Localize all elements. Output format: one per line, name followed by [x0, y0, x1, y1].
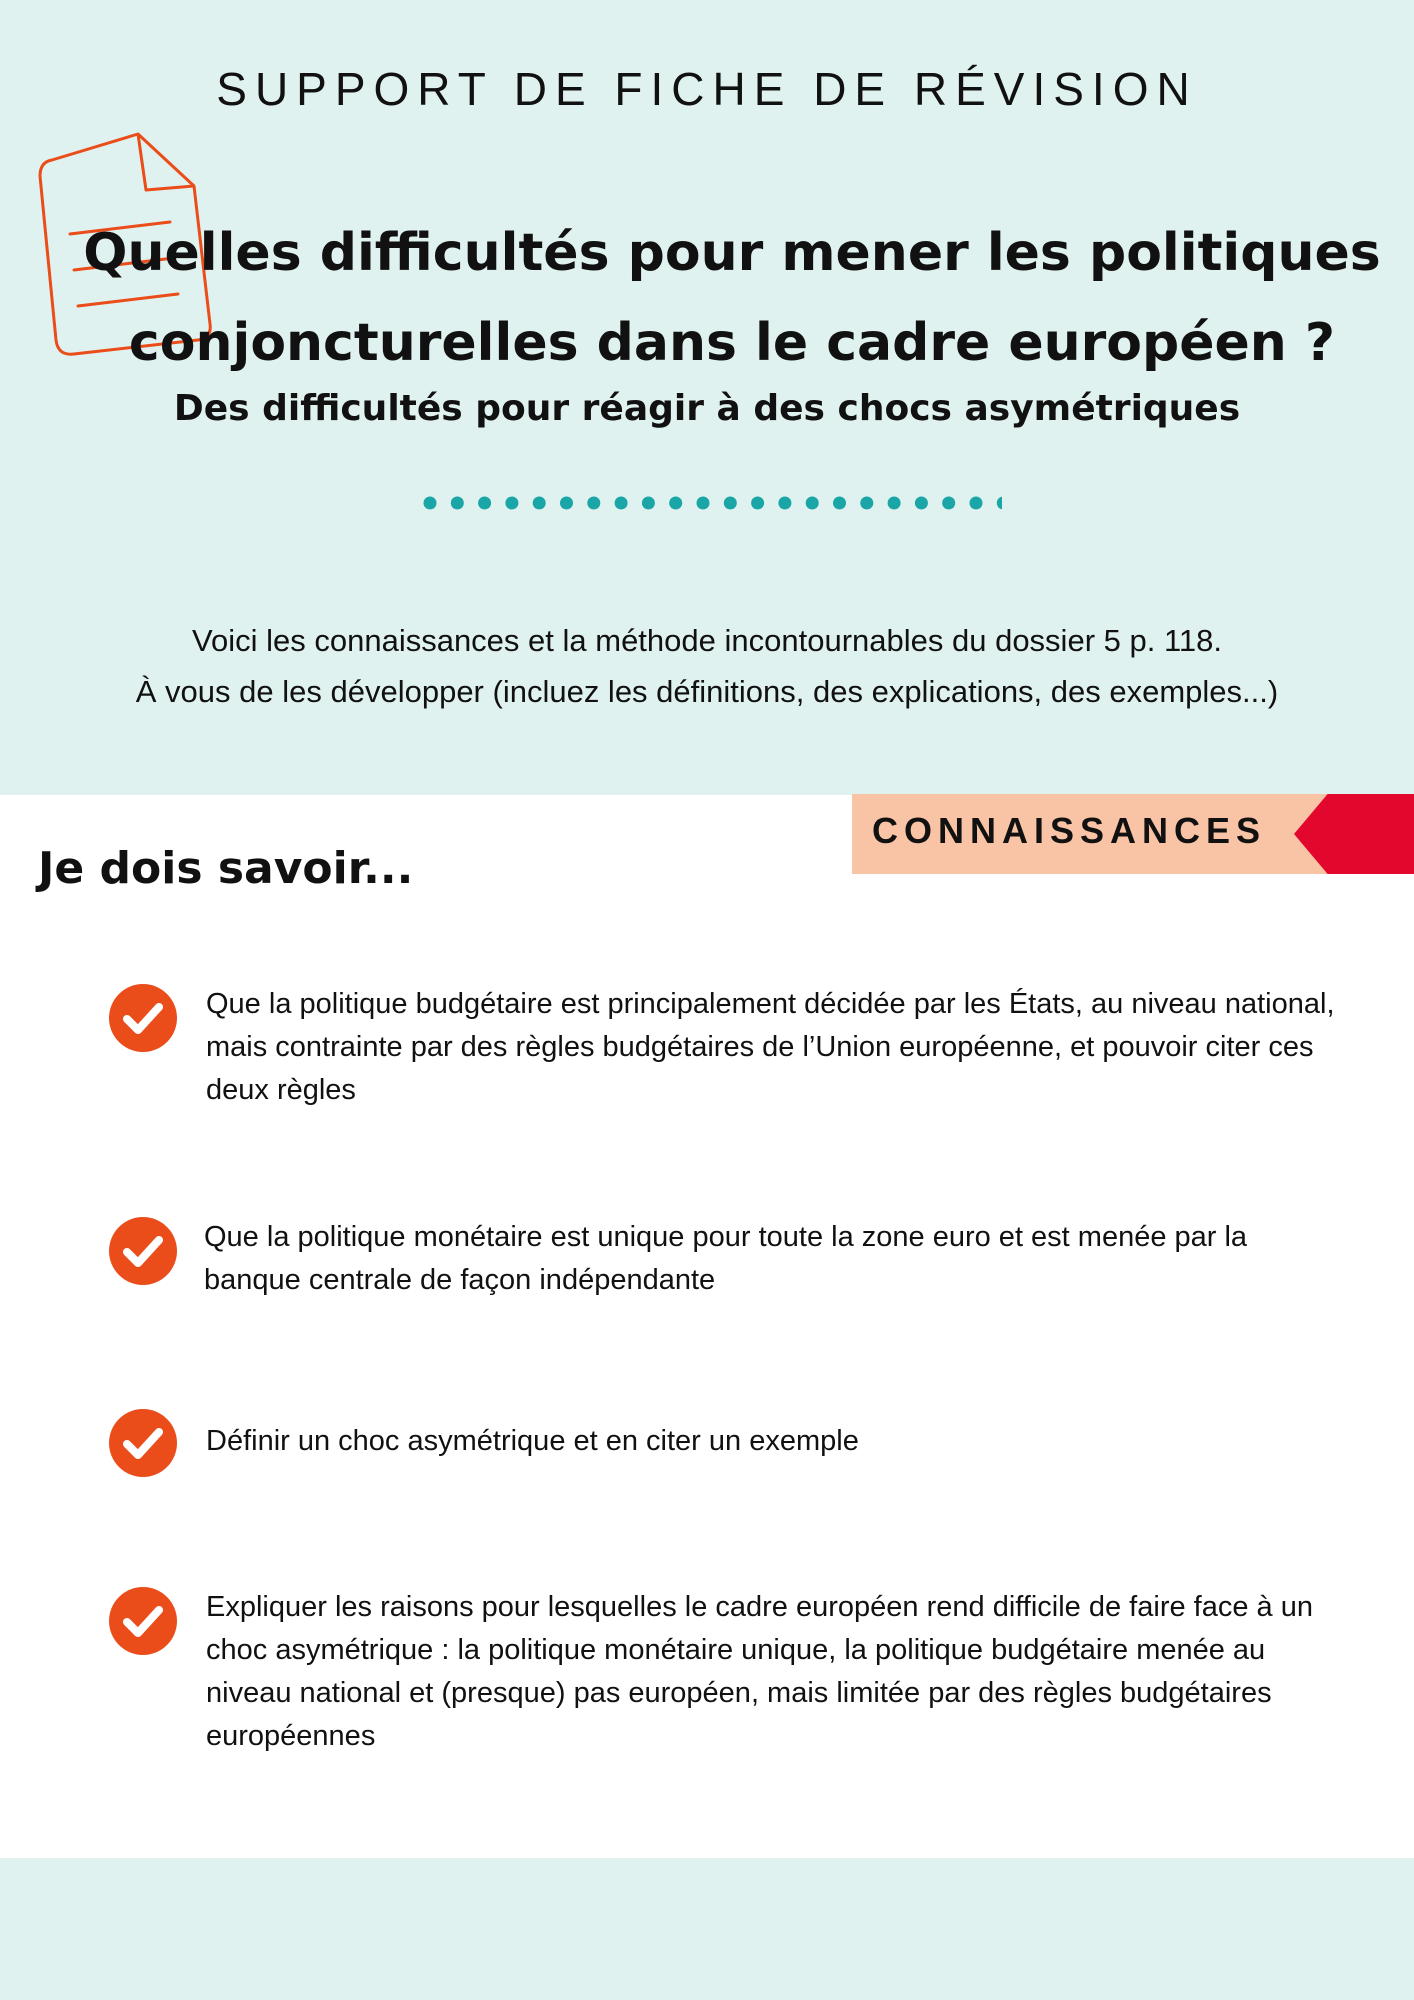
divider-dot [560, 497, 573, 510]
section-tag-label: CONNAISSANCES [872, 810, 1267, 851]
divider-dot [778, 497, 791, 510]
divider-dot [587, 497, 600, 510]
intro-line-2: À vous de les développer (incluez les définitions, des explications, des exemples...) [135, 674, 1279, 709]
checklist-item-text: Que la politique monétaire est unique pour toute la zone euro et est menée par la banque centrale de façon indépendante [204, 1221, 1248, 1296]
divider-dot [915, 497, 928, 510]
divider-dot [942, 497, 955, 510]
page-title-line-1: Quelles difficultés pour mener les politiques [83, 223, 1381, 283]
support-title: SUPPORT DE FICHE DE RÉVISION [216, 63, 1198, 115]
check-circle-icon [108, 983, 178, 1053]
divider-dot [615, 497, 628, 510]
divider-dot [997, 497, 1002, 510]
section-tag [852, 794, 1414, 874]
divider-dot [478, 497, 491, 510]
divider-dot [533, 497, 546, 510]
page-title-line-2: conjoncturelles dans le cadre européen ? [128, 313, 1336, 373]
check-circle-icon [108, 1216, 178, 1286]
page-title [50, 208, 1414, 388]
section-heading: Je dois savoir... [38, 843, 414, 894]
check-circle-icon [108, 1408, 178, 1478]
dotted-divider [422, 493, 1002, 513]
divider-dot [669, 497, 682, 510]
checklist-item-text: Définir un choc asymétrique et en citer un exemple [206, 1425, 859, 1457]
intro-text [0, 615, 1414, 717]
divider-dot [505, 497, 518, 510]
divider-dot [751, 497, 764, 510]
divider-dot [970, 497, 983, 510]
divider-dot [888, 497, 901, 510]
divider-dot [451, 497, 464, 510]
checklist-item-text: Que la politique budgétaire est principalement décidée par les États, au niveau national, mais contrainte par des règles budgétaires de l’Union européenne, et pouvoir citer ces deux règles [206, 988, 1335, 1106]
divider-dot [424, 497, 437, 510]
divider-dot [833, 497, 846, 510]
divider-dot [642, 497, 655, 510]
check-circle-icon [108, 1586, 178, 1656]
divider-dot [724, 497, 737, 510]
page-subtitle: Des difficultés pour réagir à des chocs asymétriques [173, 388, 1241, 429]
intro-line-1: Voici les connaissances et la méthode incontournables du dossier 5 p. 118. [192, 623, 1222, 658]
footer-background [0, 1858, 1414, 2000]
divider-dot [860, 497, 873, 510]
divider-dot [697, 497, 710, 510]
divider-dot [806, 497, 819, 510]
checklist-item-text: Expliquer les raisons pour lesquelles le cadre européen rend difficile de faire face à un choc asymétrique : la politique monétaire unique, la politique budgétaire menée au niveau national et (presque) pas européen, mais limitée par des règles budgétaires européennes [206, 1591, 1313, 1752]
